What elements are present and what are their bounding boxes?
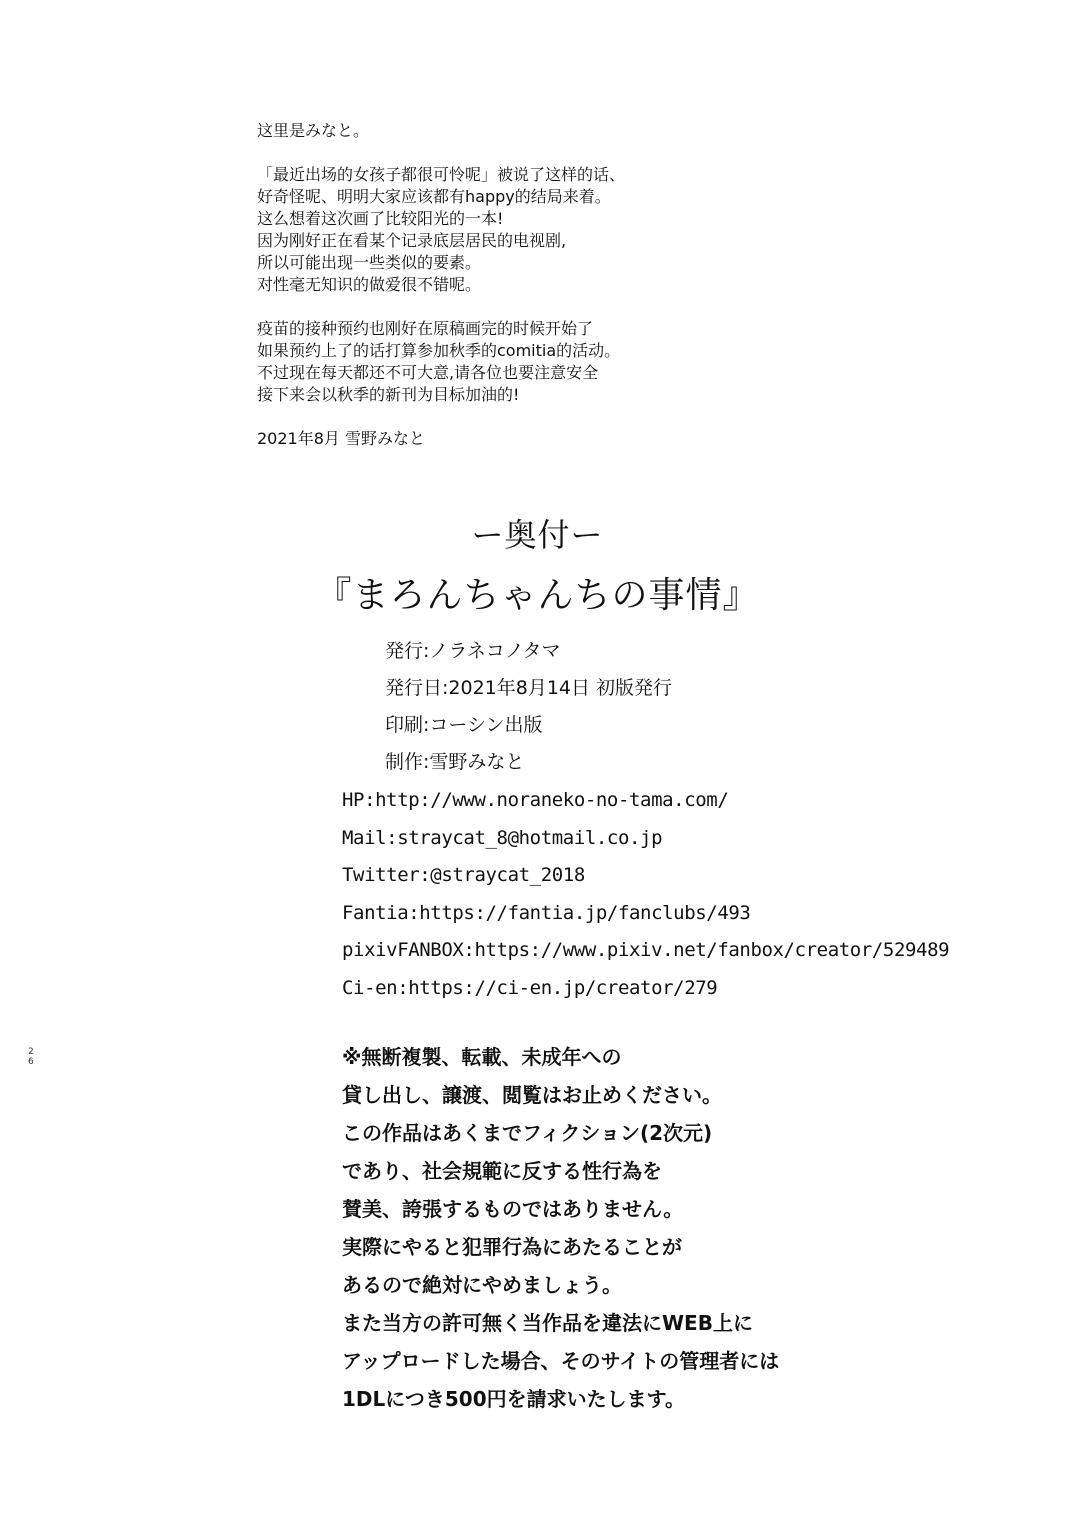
credits — [385, 633, 672, 781]
afterword-line: 好奇怪呢、明明大家应该都有happy的结局来着。 — [257, 187, 611, 206]
notice-line: 1DLにつき500円を請求いたします。 — [342, 1387, 686, 1411]
afterword-paragraph-1 — [257, 164, 625, 296]
notice-line: 実際にやると犯罪行為にあたることが — [342, 1235, 682, 1259]
copyright-notice — [342, 1038, 779, 1418]
link-homepage: HP:http://www.noraneko-no-tama.com/ — [342, 789, 729, 811]
notice-line: この作品はあくまでフィクション(2次元) — [342, 1121, 713, 1145]
notice-line: ※無断複製、転載、未成年への — [342, 1045, 622, 1069]
notice-line: アップロードした場合、そのサイトの管理者には — [342, 1349, 780, 1373]
link-fanbox: pixivFANBOX:https://www.pixiv.net/fanbox/creator/529489 — [342, 939, 950, 961]
afterword-line: 所以可能出现一些类似的要素。 — [257, 253, 482, 272]
notice-line: また当方の許可無く当作品を違法にWEB上に — [342, 1311, 753, 1335]
link-ci-en: Ci-en:https://ci-en.jp/creator/279 — [342, 976, 718, 999]
notice-line: 賛美、誇張するものではありません。 — [342, 1197, 684, 1221]
afterword-line: 不过现在每天都还不可大意,请各位也要注意安全 — [257, 363, 599, 382]
notice-line: あるので絶対にやめましょう。 — [342, 1273, 622, 1297]
afterword-line: 疫苗的接种预约也刚好在原稿画完的时候开始了 — [257, 319, 594, 338]
afterword — [257, 120, 625, 450]
link-fantia: Fantia:https://fantia.jp/fanclubs/493 — [342, 901, 751, 924]
book-title: 『まろんちゃんちの事情』 — [315, 575, 760, 616]
page-number: 26 — [28, 1047, 34, 1067]
link-mail: Mail:straycat_8@hotmail.co.jp — [342, 826, 663, 849]
notice-line: であり、社会規範に反する性行為を — [342, 1159, 662, 1183]
afterword-paragraph-2 — [257, 318, 625, 406]
colophon-heading: ー奥付ー — [471, 516, 604, 554]
afterword-line: 这么想着这次画了比较阳光的一本! — [257, 209, 504, 228]
afterword-line: 对性毫无知识的做爱很不错呢。 — [257, 275, 482, 294]
afterword-greeting: 这里是みなと。 — [257, 121, 370, 140]
credit-author: 制作:雪野みなと — [385, 751, 525, 773]
contact-links — [342, 782, 949, 1007]
afterword-signature: 2021年8月 雪野みなと — [257, 429, 425, 448]
credit-publish-date: 発行日:2021年8月14日 初版発行 — [385, 677, 673, 699]
credit-publisher: 発行:ノラネコノタマ — [385, 640, 561, 662]
afterword-line: 因为刚好正在看某个记录底层居民的电视剧, — [257, 231, 567, 250]
credit-printer: 印刷:コーシン出版 — [385, 714, 543, 736]
link-twitter: Twitter:@straycat_2018 — [342, 864, 585, 886]
afterword-line: 接下来会以秋季的新刊为目标加油的! — [257, 385, 520, 404]
afterword-line: 「最近出场的女孩子都很可怜呢」被说了这样的话、 — [257, 165, 626, 184]
afterword-line: 如果预约上了的话打算参加秋季的comitia的活动。 — [257, 341, 621, 360]
notice-line: 貸し出し、譲渡、閲覧はお止めください。 — [342, 1083, 722, 1107]
